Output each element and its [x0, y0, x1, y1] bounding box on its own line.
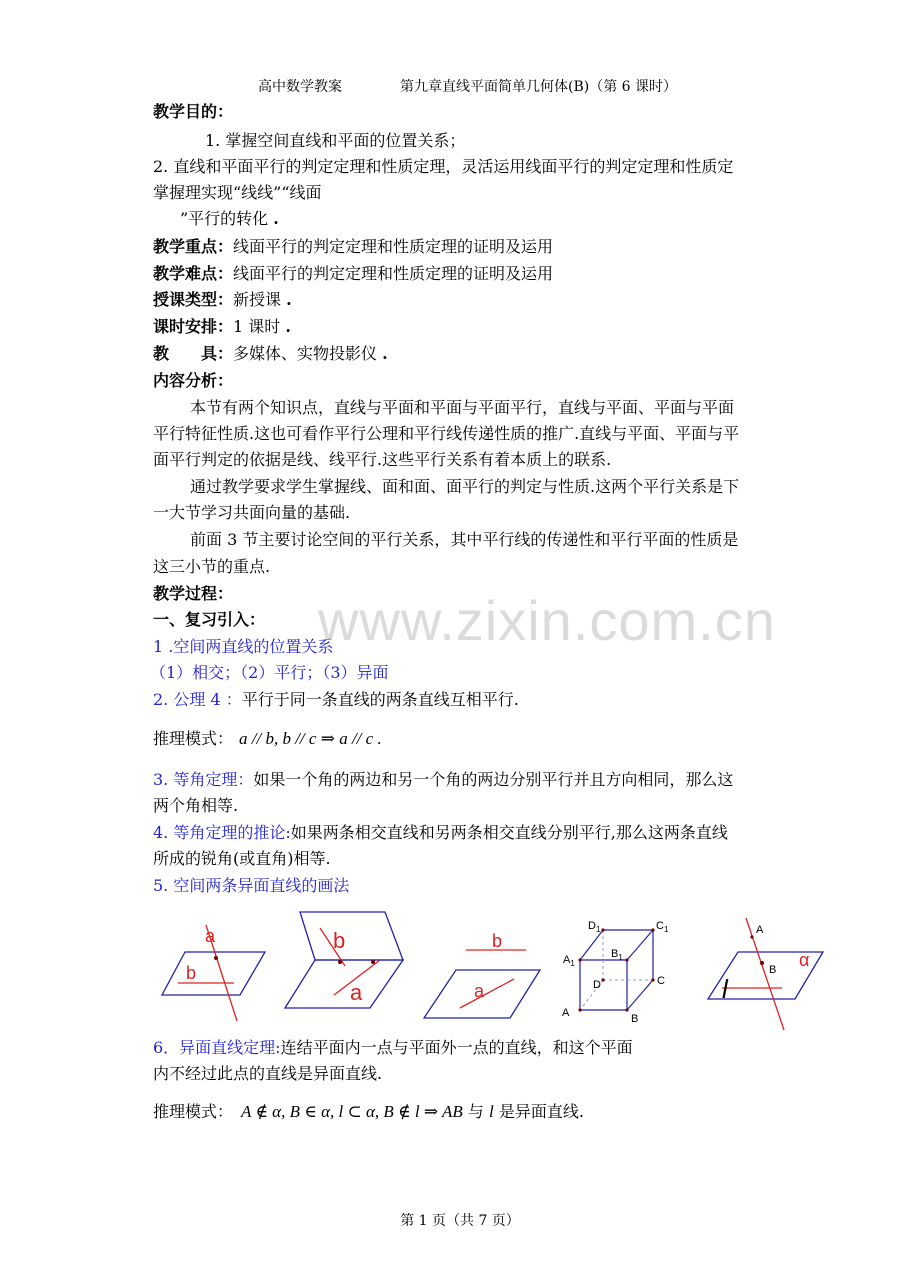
- schedule-label: 课时安排：: [153, 317, 234, 336]
- cube-B: B: [631, 1013, 639, 1025]
- cube-A1: $A_1$: [563, 954, 575, 968]
- analysis-p1-line3: 面平行判定的依据是线、线平行.这些平行关系有着本质上的联系.: [153, 450, 612, 469]
- f3-label-b: b: [492, 931, 503, 951]
- review-item4-line1: [153, 823, 728, 843]
- review-item1-sub: （1）相交；（2）平行；（3）异面: [150, 663, 389, 682]
- cube-C: C: [657, 975, 665, 987]
- analysis-p2-line2: 一大节学习共面向量的基础.: [153, 503, 351, 522]
- analysis-p1-line2: 平行特征性质.这也可看作平行公理和平行线传递性质的推广.直线与平面、平面与平: [153, 424, 740, 443]
- review-item3-line1: [153, 770, 733, 790]
- axiom4-label: 2. 公理 4 ：: [153, 690, 242, 709]
- figure-4-cube: [562, 920, 669, 1025]
- corollary-text: 如果两条相交直线和另两条相交直线分别平行,那么这两条直线: [290, 823, 728, 842]
- analysis-p1-line1: 本节有两个知识点，直线与平面和平面与平面平行，直线与平面、平面与平面: [190, 398, 735, 417]
- section-review-title: 一、复习引入：: [153, 610, 266, 629]
- reasoning-label: 推理模式：: [153, 729, 234, 748]
- skew-theorem-text: 连结平面内一点与平面外一点的直线，和这个平面: [280, 1038, 633, 1057]
- cube-D: D: [593, 979, 601, 991]
- goals-label: 教学目的：: [153, 102, 234, 121]
- figure-3: [424, 931, 540, 1018]
- equal-angle-text: 如果一个角的两边和另一个角的两边分别平行并且方向相同，那么这: [253, 770, 734, 789]
- figure-1: [162, 925, 265, 1021]
- page-footer: 第 1 页（共 7 页）: [400, 1213, 520, 1229]
- focus-label: 教学重点：: [153, 237, 234, 256]
- f5-label-A: A: [756, 924, 764, 936]
- goals-item2-text: ”平行的转化: [180, 209, 269, 228]
- difficulty-label: 教学难点：: [153, 264, 234, 283]
- cube-B1: $B_1$: [611, 948, 623, 962]
- header-right: 第九章直线平面简单几何体(B)（第 6 课时）: [400, 79, 678, 95]
- tools-text: 多媒体、实物投影仪: [233, 344, 378, 363]
- skew-reasoning-mid: 与: [467, 1102, 484, 1121]
- skew-reasoning-l: l: [488, 1102, 494, 1121]
- skew-theorem-label: 6．异面直线定理:: [153, 1038, 281, 1057]
- f1-label-a: a: [205, 926, 216, 946]
- review-item6-line2: 内不经过此点的直线是异面直线.: [153, 1064, 383, 1083]
- difficulty-text: 线面平行的判定定理和性质定理的证明及运用: [233, 264, 554, 283]
- analysis-p3-line1: 前面 3 节主要讨论空间的平行关系，其中平行线的传递性和平行平面的性质是: [190, 530, 739, 549]
- f2-label-a: a: [350, 980, 363, 1005]
- review-item5: 5. 空间两条异面直线的画法: [153, 876, 350, 895]
- focus-row: [153, 237, 553, 257]
- review-item2: [153, 690, 519, 710]
- f3-label-a: a: [474, 981, 485, 1001]
- lesson-type-row: [153, 290, 292, 310]
- skew-lines-figures: [0, 900, 920, 1040]
- schedule-row: [153, 317, 291, 337]
- tools-label-1: 教: [153, 344, 170, 363]
- lesson-type-dot: .: [286, 290, 292, 309]
- lesson-type-label: 授课类型：: [153, 290, 234, 309]
- figure-5: [708, 918, 823, 1030]
- analysis-label: 内容分析：: [153, 371, 234, 390]
- goals-dot: .: [273, 209, 279, 228]
- f5-label-B: B: [769, 964, 777, 976]
- focus-text: 线面平行的判定定理和性质定理的证明及运用: [233, 237, 554, 256]
- difficulty-row: [153, 264, 553, 284]
- axiom4-text: 平行于同一条直线的两条直线互相平行.: [241, 690, 519, 709]
- reasoning-formula: a // b, b // c ⇒ a // c .: [239, 729, 382, 748]
- watermark: www.zixin.com.cn: [318, 589, 776, 652]
- review-item6-line1: [153, 1038, 633, 1058]
- tools-label-2: 具：: [201, 344, 234, 363]
- f2-label-b: b: [333, 928, 346, 953]
- schedule-dot: .: [285, 317, 291, 336]
- schedule-text: 1 课时: [233, 317, 281, 336]
- review-item4-line2: 所成的锐角(或直角)相等.: [153, 849, 331, 868]
- axiom4-reasoning: [153, 729, 382, 749]
- cube-A: A: [562, 1007, 570, 1019]
- f1-label-b: b: [186, 963, 197, 983]
- f5-label-alpha: α: [799, 950, 810, 970]
- analysis-p2-line1: 通过教学要求学生掌握线、面和面、面平行的判定与性质.这两个平行关系是下: [190, 477, 740, 496]
- corollary-label: 4. 等角定理的推论:: [153, 823, 291, 842]
- skew-reasoning: [153, 1102, 584, 1122]
- skew-reasoning-end: 是异面直线.: [498, 1102, 584, 1121]
- goals-item1: 1. 掌握空间直线和平面的位置关系；: [205, 131, 466, 150]
- tools-row: [153, 344, 388, 364]
- tools-dot: .: [382, 344, 388, 363]
- review-item3-line2: 两个角相等.: [153, 796, 239, 815]
- analysis-p3-line2: 这三小节的重点.: [153, 557, 271, 576]
- process-label: 教学过程：: [153, 584, 234, 603]
- lesson-type-text: 新授课: [233, 290, 282, 309]
- header-left: 高中数学教案: [258, 79, 342, 95]
- f5-label-l: l: [722, 974, 728, 1004]
- cube-C1: $C_1$: [656, 920, 669, 934]
- equal-angle-label: 3. 等角定理：: [153, 770, 254, 789]
- goals-item2-line3: [180, 209, 279, 229]
- cube-D1: $D_1$: [588, 920, 601, 934]
- goals-item2-line2: 掌握理实现“线线”“线面: [153, 183, 322, 202]
- goals-item2-line1: 2. 直线和平面平行的判定定理和性质定理，灵活运用线面平行的判定定理和性质定: [153, 157, 734, 176]
- figure-2: [285, 912, 403, 1008]
- skew-reasoning-label: 推理模式：: [153, 1102, 234, 1121]
- skew-reasoning-formula: A ∉ α, B ∈ α, l ⊂ α, B ∉ l ⇒ AB: [241, 1102, 463, 1121]
- review-item1: 1 .空间两直线的位置关系: [153, 637, 334, 656]
